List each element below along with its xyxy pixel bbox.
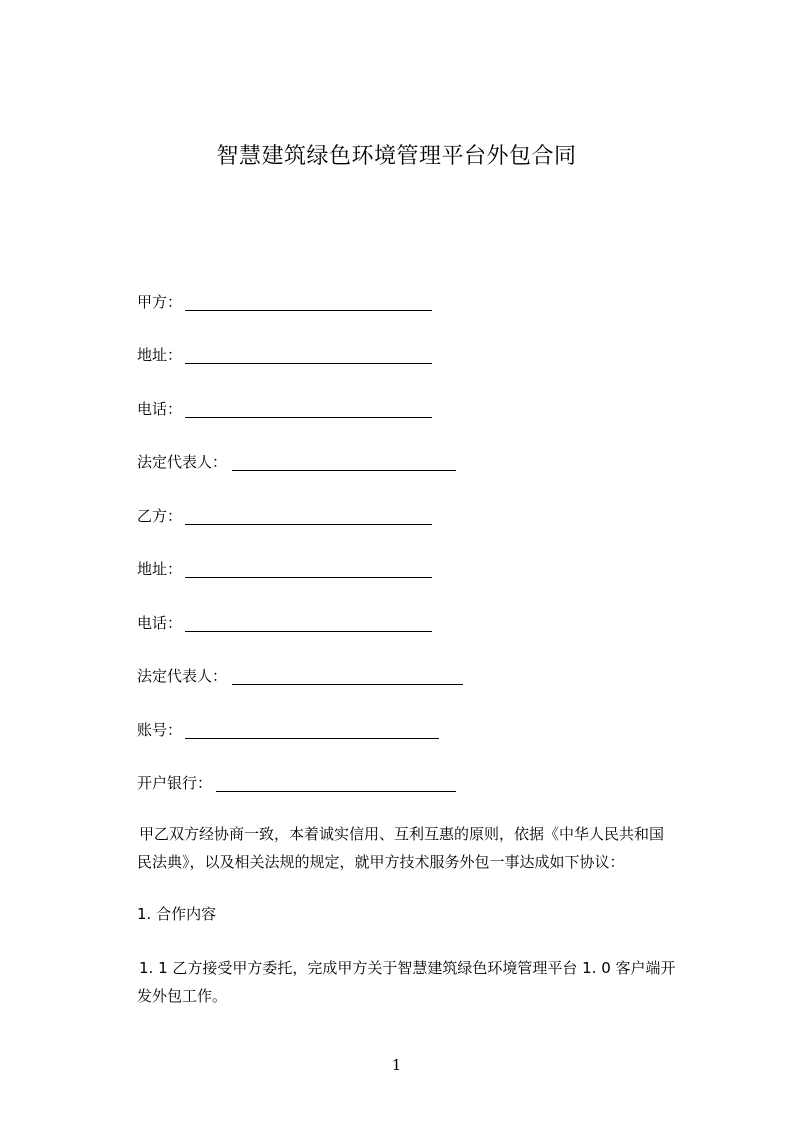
- account-number-label: 账号：: [137, 721, 183, 739]
- bank-label: 开户银行：: [137, 774, 213, 792]
- party-a-phone-label: 电话：: [137, 400, 183, 418]
- party-b-field: [137, 505, 182, 527]
- account-number-blank-line: [185, 738, 439, 739]
- party-a-label: 甲方：: [137, 293, 183, 311]
- party-a-address-label: 地址：: [137, 346, 183, 364]
- party-b-phone-field: [137, 612, 182, 634]
- contract-title: 智慧建筑绿色环境管理平台外包合同: [216, 144, 577, 169]
- party-b-address-label: 地址：: [137, 560, 183, 578]
- party-a-field: [137, 291, 182, 313]
- party-b-address-blank-line: [185, 577, 432, 578]
- party-b-address-field: [137, 558, 182, 580]
- party-a-representative-field: [137, 451, 227, 473]
- section-1-heading-text: 1. 合作内容: [137, 905, 217, 923]
- account-number-field: [137, 719, 182, 741]
- party-a-representative-label: 法定代表人：: [137, 453, 228, 471]
- clause-1-1-line-1: 1. 1 乙方接受甲方委托，完成甲方关于智慧建筑绿色环境管理平台 1. 0 客户端开: [139, 959, 676, 977]
- party-b-phone-label: 电话：: [137, 614, 183, 632]
- clause-1-1-line-2: 发外包工作。: [137, 987, 228, 1005]
- party-b-phone-blank-line: [185, 631, 432, 632]
- section-1-heading: [137, 900, 697, 928]
- party-a-representative-blank-line: [232, 470, 456, 471]
- page-number: 1: [391, 1056, 402, 1074]
- bank-blank-line: [216, 791, 456, 792]
- intro-paragraph: [137, 820, 697, 876]
- party-b-blank-line: [185, 524, 432, 525]
- bank-field: [137, 772, 212, 794]
- party-b-label: 乙方：: [137, 507, 183, 525]
- party-b-representative-label: 法定代表人：: [137, 667, 228, 685]
- party-a-blank-line: [185, 310, 432, 311]
- party-a-address-field: [137, 344, 182, 366]
- party-a-address-blank-line: [185, 363, 432, 364]
- intro-line-2: 民法典》，以及相关法规的规定，就甲方技术服务外包一事达成如下协议：: [137, 853, 625, 871]
- clause-1-1: [137, 954, 697, 1010]
- party-a-phone-blank-line: [185, 417, 432, 418]
- party-b-representative-field: [137, 665, 227, 687]
- intro-line-1: 甲乙双方经协商一致，本着诚实信用、互利互惠的原则，依据《中华人民共和国: [139, 825, 665, 843]
- party-b-representative-blank-line: [232, 684, 463, 685]
- party-a-phone-field: [137, 398, 182, 420]
